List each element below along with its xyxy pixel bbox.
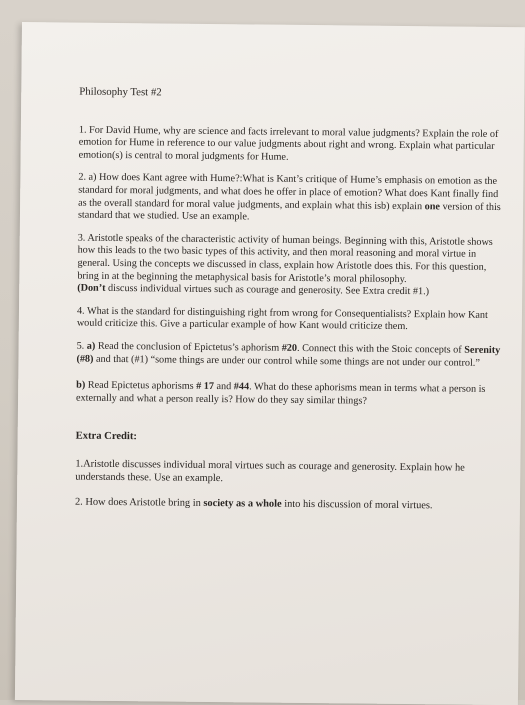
question-2-part-b: version of this standard that we studied. Use an example. [77,200,501,223]
question-3-text: 3. Aristotle speaks of the characteristic activity of human beings. Beginning with this, Aristotle shows how this leads to the two basic types of this activity, and then moral reasoning and moral virtue in general. Using the concepts we discussed in class, explain how Aristotle does this. For this question, bring in at the beginning the metaphysical basis for Aristotle’s moral philosophy. [77,232,493,285]
question-5a-part-2: . Connect this with the Stoic concepts of [296,342,465,356]
extra-credit-1: 1.Aristotle discusses individual moral virtues such as courage and generosity. Explain how he understands these. Use an example. [75,458,465,485]
page-title: Philosophy Test #2 [79,85,162,99]
question-5a-part-3: and that (#1) “some things are under our control while some things are not under our control.” [93,353,480,369]
question-5a-part-1: Read the conclusion of Epictetus’s aphorism [95,340,282,354]
question-5b-and: and [213,381,234,393]
question-5b [76,380,506,410]
question-5b-text [76,380,506,410]
question-2-emphasis: one [424,200,441,212]
question-5a [76,340,506,370]
question-1-text: 1. For David Hume, why are science and facts irrelevant to moral value judgments? Explain the role of emotion for Hume in reference to our value judgments about right and wrong. Explain what particular emotion(s) is central to moral judgments for Hume. [78,124,499,163]
test-content [75,86,510,525]
question-4-text: 4. What is the standard for distinguishing right from wrong for Consequentialists? Explain how Kant would criticize this. Give a particular example of how Kant would criticize them. [76,305,488,333]
question-4 [77,305,507,335]
question-2 [78,172,509,227]
question-3-note-text: discuss individual virtues such as courage and generosity. See Extra credit #1.) [105,283,430,298]
question-5b-part-1: Read Epictetus aphorisms [85,379,197,392]
serenity-concept: Serenity (#8) [76,344,501,365]
question-1 [79,124,509,166]
question-2-part-a: 2. a) How does Kant agree with Hume?:What is Kant’s critique of Hume’s emphasis on emotion as the standard for moral judgments, and what does he offer in place of emotion? What does Kant finally find as the overall standard for moral value judgments, and explain what this isb) explain [78,171,499,212]
question-5b-label: b) [76,379,86,391]
question-2-text [78,172,509,227]
question-3 [77,232,508,299]
aphorism-17: # 17 [196,380,215,393]
question-5b-part-2: . What do these aphorisms mean in terms what a person is externally and what a person really is? How do they say similar things? [76,381,486,407]
question-5a-text [76,340,506,370]
question-5a-label: a) [86,340,96,352]
aphorism-44: #44 [233,381,250,393]
extra-credit-2 [75,495,505,513]
aphorism-20: #20 [281,342,298,354]
extra-credit-2-part-1: 2. How does Aristotle bring in [74,496,204,509]
extra-credit-2-part-2: into his discussion of moral virtues. [281,498,433,512]
question-3-note-emphasis: (Don’t [77,282,106,295]
test-paper [15,22,525,705]
extra-credit-heading: Extra Credit: [75,430,138,443]
question-5-number: 5. [76,340,87,352]
society-as-a-whole: society as a whole [203,497,282,510]
